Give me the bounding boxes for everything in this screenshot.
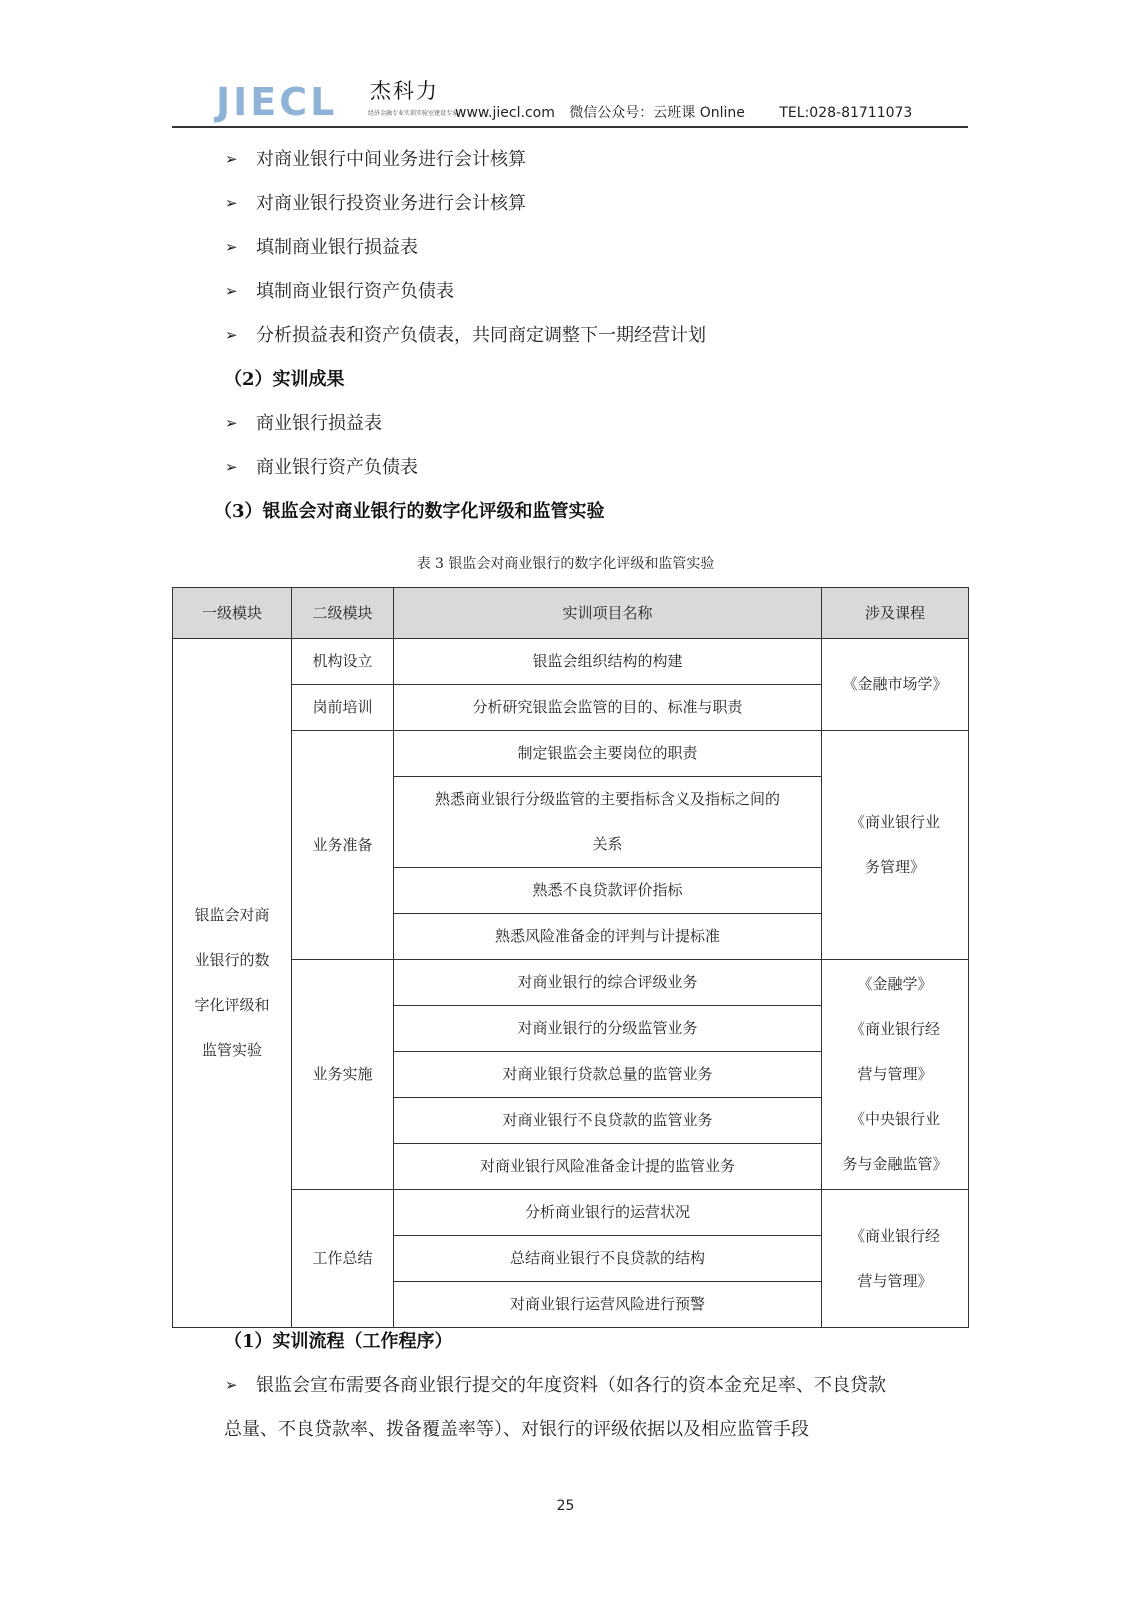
project-line: 关系: [592, 835, 623, 853]
bullet-item: 分析损益表和资产负债表，共同商定调整下一期经营计划: [256, 325, 706, 346]
table-caption: 表 3 银监会对商业银行的数字化评级和监管实验: [416, 556, 715, 572]
logo-slogan: 经济金融专业实训实验室建设专家: [368, 110, 459, 117]
bullet-item: 商业银行资产负债表: [256, 457, 418, 478]
bullet-item: 商业银行损益表: [256, 413, 382, 434]
header-contact: [455, 102, 912, 122]
project-line: 熟悉商业银行分级监管的主要指标含义及指标之间的: [434, 790, 780, 808]
project-cell: 银监会组织结构的构建: [394, 639, 822, 685]
logo-chinese-text: 杰科力: [370, 79, 439, 103]
course-line: 务管理》: [864, 858, 925, 876]
course-cell: [822, 960, 969, 1190]
course-line: 营与管理》: [857, 1271, 933, 1290]
level2-cell: 机构设立: [292, 639, 394, 685]
course-line: 《金融学》: [857, 975, 933, 993]
project-cell: 对商业银行风险准备金计提的监管业务: [394, 1144, 822, 1190]
course-line: 务与金融监管》: [842, 1155, 948, 1173]
header-project: 实训项目名称: [394, 588, 822, 639]
level1-line: 监管实验: [201, 1041, 262, 1059]
course-line: 《金融市场学》: [842, 675, 948, 693]
course-cell: [822, 731, 969, 960]
project-cell: 对商业银行的综合评级业务: [394, 960, 822, 1006]
arrow-bullet-icon: ➢: [225, 458, 238, 476]
arrow-bullet-icon: ➢: [225, 238, 238, 256]
level2-cell: 工作总结: [292, 1190, 394, 1328]
header-level1: 一级模块: [173, 588, 292, 639]
table-row: [173, 639, 969, 685]
project-cell: [394, 777, 822, 868]
project-cell: 分析研究银监会监管的目的、标准与职责: [394, 685, 822, 731]
project-cell: 对商业银行不良贷款的监管业务: [394, 1098, 822, 1144]
arrow-bullet-icon: ➢: [225, 282, 238, 300]
course-line: 《商业银行业: [849, 813, 940, 831]
header-wechat: 微信公众号：云班课 Online: [569, 105, 745, 121]
header-level2: 二级模块: [292, 588, 394, 639]
process-line: 总量、不良贷款率、拨备覆盖率等）、对银行的评级依据以及相应监管手段: [224, 1419, 809, 1440]
table-row: [173, 731, 969, 777]
level2-cell: 业务实施: [292, 960, 394, 1190]
header-website: www.jiecl.com: [455, 105, 555, 121]
project-cell: 对商业银行运营风险进行预警: [394, 1282, 822, 1328]
level1-cell: [173, 639, 292, 1328]
arrow-bullet-icon: ➢: [225, 414, 238, 432]
bullet-item: 填制商业银行资产负债表: [256, 281, 454, 302]
level2-cell: 岗前培训: [292, 685, 394, 731]
page-number: 25: [556, 1498, 575, 1514]
project-cell: 对商业银行的分级监管业务: [394, 1006, 822, 1052]
process-line: 银监会宣布需要各商业银行提交的年度资料（如各行的资本金充足率、不良贷款: [256, 1375, 886, 1396]
section-heading-process: （1）实训流程（工作程序）: [224, 1331, 453, 1352]
header-course: 涉及课程: [822, 588, 969, 639]
header-tel: TEL:028-81711073: [779, 105, 913, 121]
course-cell: [822, 639, 969, 731]
course-line: 《商业银行经: [849, 1020, 940, 1038]
arrow-bullet-icon: ➢: [225, 150, 238, 168]
project-cell: 制定银监会主要岗位的职责: [394, 731, 822, 777]
course-line: 营与管理》: [857, 1065, 933, 1083]
bullet-item: 对商业银行中间业务进行会计核算: [256, 149, 526, 170]
bullet-item: 填制商业银行损益表: [256, 237, 418, 258]
arrow-bullet-icon: ➢: [225, 1376, 238, 1394]
project-cell: 总结商业银行不良贷款的结构: [394, 1236, 822, 1282]
arrow-bullet-icon: ➢: [225, 194, 238, 212]
section-heading-results: （2）实训成果: [224, 369, 345, 390]
table-header-row: [173, 588, 969, 639]
section-heading-3: （3）银监会对商业银行的数字化评级和监管实验: [214, 501, 605, 522]
page-header: [172, 78, 968, 128]
project-cell: 熟悉不良贷款评价指标: [394, 868, 822, 914]
arrow-bullet-icon: ➢: [225, 326, 238, 344]
course-line: 《商业银行经: [849, 1226, 940, 1245]
level2-cell: 业务准备: [292, 731, 394, 960]
level1-line: 字化评级和: [194, 996, 270, 1014]
bullet-item: 对商业银行投资业务进行会计核算: [256, 193, 526, 214]
course-line: 《中央银行业: [849, 1110, 940, 1128]
level1-line: 业银行的数: [194, 951, 270, 969]
project-cell: 分析商业银行的运营状况: [394, 1190, 822, 1236]
course-cell: [822, 1190, 969, 1328]
project-cell: 对商业银行贷款总量的监管业务: [394, 1052, 822, 1098]
module-table: [172, 587, 969, 1328]
logo-latin-text: JIECL: [216, 80, 338, 124]
table-row: [173, 1190, 969, 1236]
table-row: [173, 960, 969, 1006]
project-cell: 熟悉风险准备金的评判与计提标准: [394, 914, 822, 960]
level1-line: 银监会对商: [194, 906, 270, 924]
